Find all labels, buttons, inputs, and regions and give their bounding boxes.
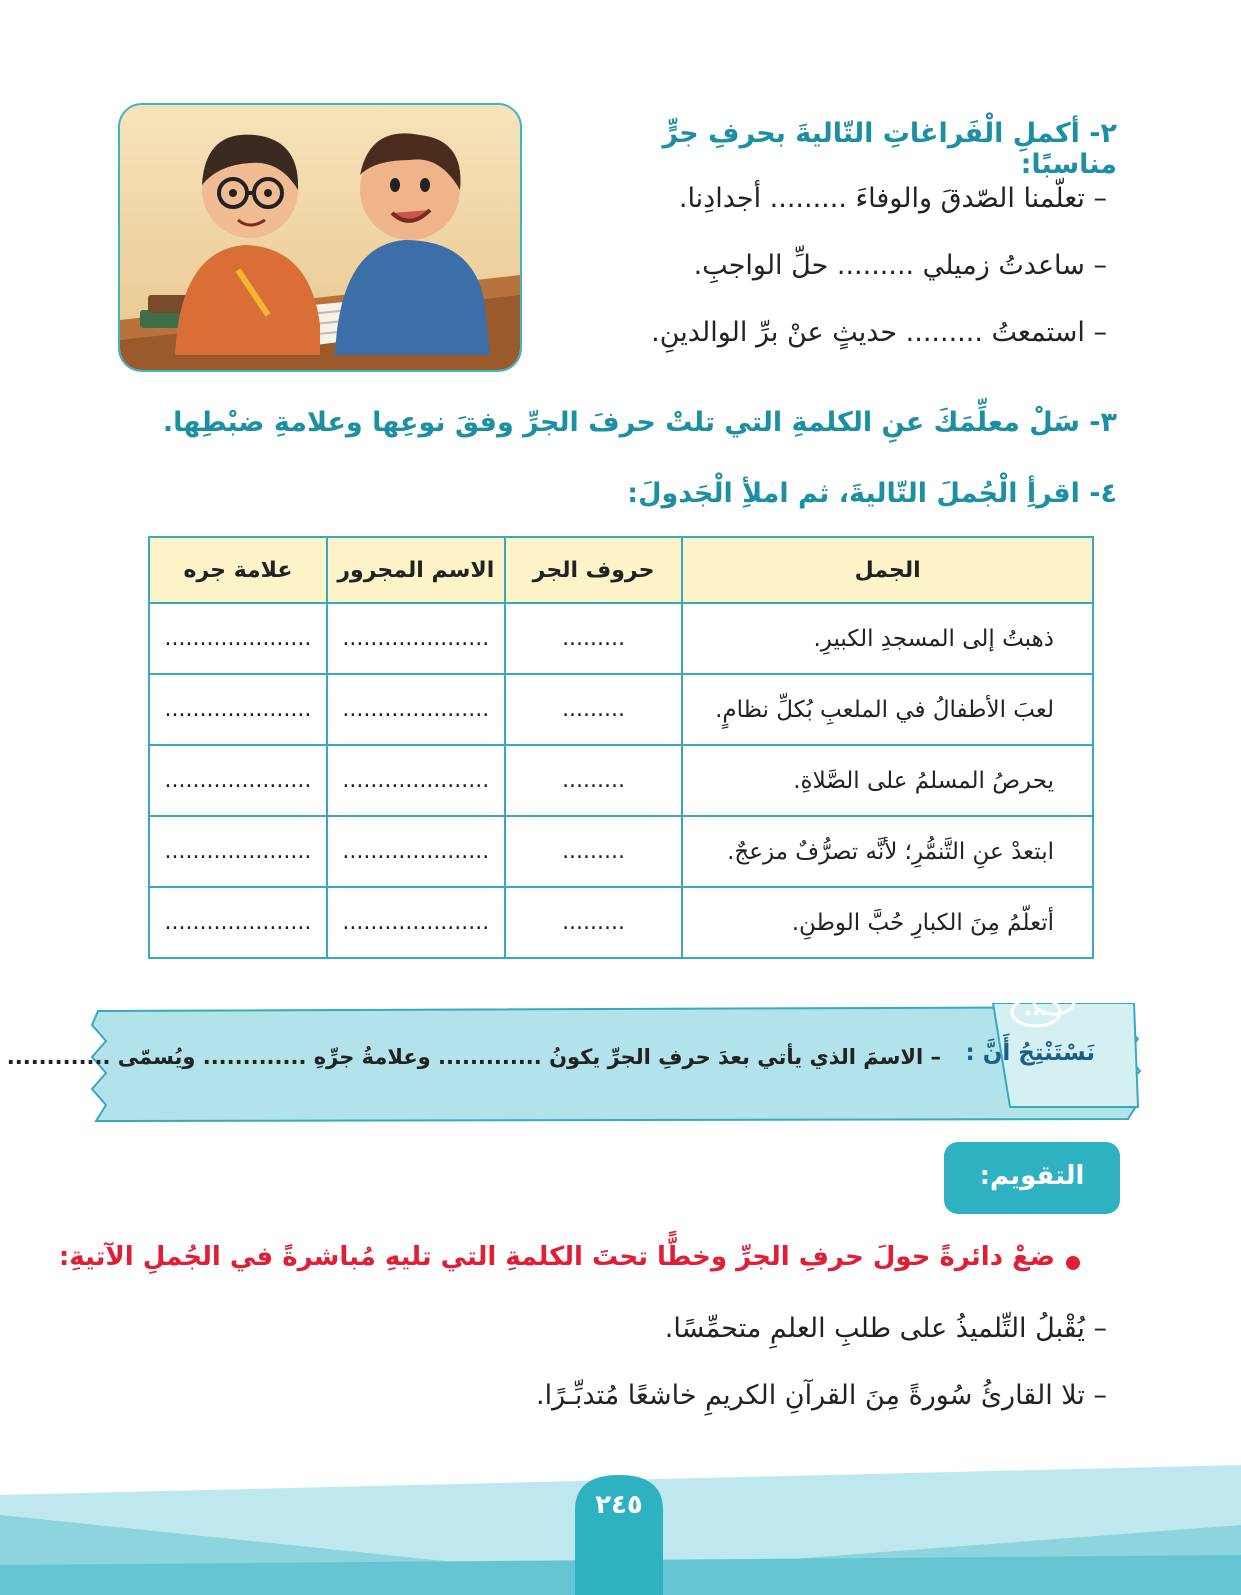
row-preposition-blank[interactable]: ......... [505, 887, 683, 958]
evaluation-line-2: – تلا القارئُ سُورةً مِنَ القرآنِ الكريمِ خاشعًا مُتدبِّـرًا. [536, 1380, 1107, 1411]
row-sentence: أتعلّمُ مِنَ الكبارِ حُبَّ الوطنِ. [682, 887, 1093, 958]
row-noun-blank[interactable]: ..................... [327, 745, 505, 816]
q2-line-1: – تعلّمنا الصّدقَ والوفاءَ ......... أجدادِنا. [678, 183, 1107, 214]
row-sentence: لعبَ الأطفالُ في الملعبِ بُكلِّ نظامٍ. [682, 674, 1093, 745]
evaluation-instruction: ضعْ دائرةً حولَ حرفِ الجرِّ وخطًّا تحتَ الكلمةِ التي تليهِ مُباشرةً في الجُملِ الآتيةِ: [58, 1242, 1055, 1272]
table-row [149, 887, 1093, 958]
row-noun-blank[interactable]: ..................... [327, 887, 505, 958]
row-marker-blank[interactable]: ..................... [149, 674, 327, 745]
row-marker-blank[interactable]: ..................... [149, 887, 327, 958]
bullet-icon [1066, 1256, 1080, 1270]
header-genitive-noun: الاسم المجرور [327, 537, 505, 603]
evaluation-line-1: – يُقْبلُ التِّلميذُ على طلبِ العلمِ متحمِّسًا. [664, 1313, 1107, 1344]
q2-title: ٢- أكملِ الْفَراغاتِ التّاليةَ بحرفِ جرٍّ مناسبًا: [662, 118, 1117, 180]
table-row [149, 816, 1093, 887]
q2-line-2: – ساعدتُ زميلي ......... حلِّ الواجبِ. [693, 250, 1107, 281]
row-sentence: ذهبتُ إلى المسجدِ الكبيرِ. [682, 603, 1093, 674]
row-sentence: يحرصُ المسلمُ على الصَّلاةِ. [682, 745, 1093, 816]
table-header-row [149, 537, 1093, 603]
row-noun-blank[interactable]: ..................... [327, 816, 505, 887]
conclusion-label: نَسْتَنْتِجُ أَنَّ : [965, 1040, 1095, 1066]
evaluation-tab: التقويم: [944, 1142, 1120, 1214]
q3-text: ٣- سَلْ معلِّمَكَ عنِ الكلمةِ التي تلتْ حرفَ الجرِّ وفقَ نوعِها وعلامةِ ضبْطِها. [162, 407, 1117, 438]
row-preposition-blank[interactable]: ......... [505, 603, 683, 674]
q4-title: ٤- اقرأِ الْجُملَ التّاليةَ، ثم املأِ الْجَدولَ: [627, 478, 1117, 509]
row-noun-blank[interactable]: ..................... [327, 603, 505, 674]
row-marker-blank[interactable]: ..................... [149, 745, 327, 816]
row-preposition-blank[interactable]: ......... [505, 745, 683, 816]
two-boys-studying-illustration [118, 103, 522, 372]
page-number: ٢٤٥ [595, 1490, 643, 1520]
illustration-svg [120, 105, 520, 370]
header-case-marker: علامة جره [149, 537, 327, 603]
table-row [149, 674, 1093, 745]
header-sentences: الجمل [682, 537, 1093, 603]
row-marker-blank[interactable]: ..................... [149, 816, 327, 887]
speech-bubbles-icon [1008, 986, 1080, 1034]
q2-line-3: – استمعتُ ......... حديثٍ عنْ برِّ الوالدينِ. [651, 317, 1107, 348]
conclusion-text: – الاسمَ الذي يأتي بعدَ حرفِ الجرِّ يكونُ ............. وعلامةُ جرِّهِ ............. ويُسمّى ............. [6, 1045, 941, 1069]
row-sentence: ابتعدْ عنِ التَّنمُّرِ؛ لأنَّه تصرُّفٌ مزعجٌ. [682, 816, 1093, 887]
fill-in-table [148, 536, 1094, 959]
row-preposition-blank[interactable]: ......... [505, 816, 683, 887]
header-preposition: حروف الجر [505, 537, 683, 603]
row-preposition-blank[interactable]: ......... [505, 674, 683, 745]
table-row [149, 603, 1093, 674]
row-marker-blank[interactable]: ..................... [149, 603, 327, 674]
table-row [149, 745, 1093, 816]
row-noun-blank[interactable]: ..................... [327, 674, 505, 745]
